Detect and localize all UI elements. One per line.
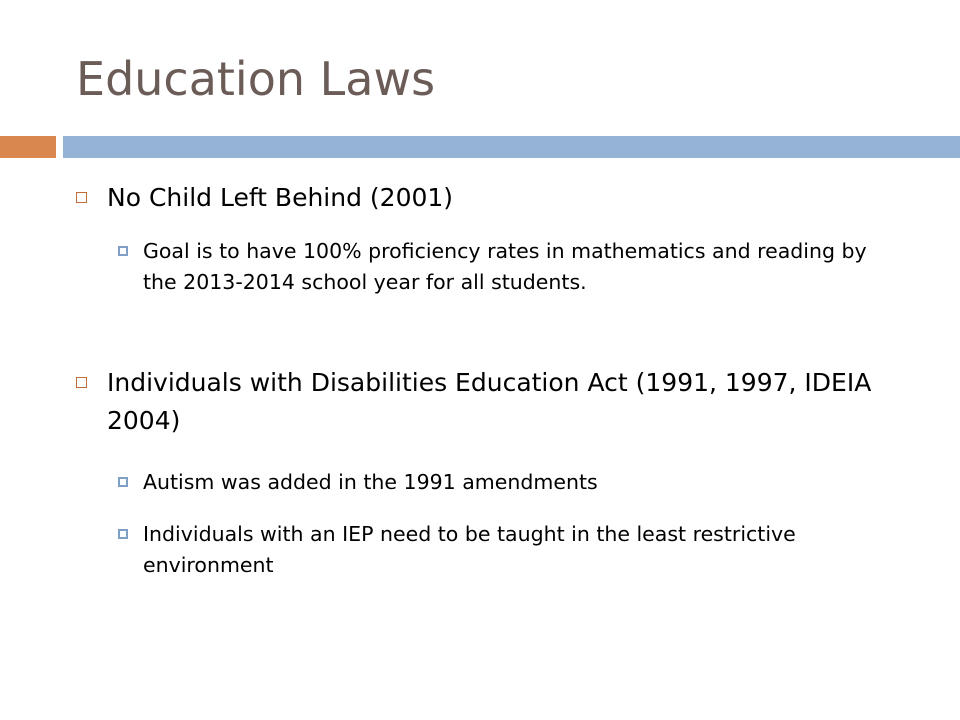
bullet-text: Individuals with Disabilities Education Act (1991, 1997, IDEIA 2004): [107, 368, 872, 435]
sub-bullet-iep: [143, 519, 873, 581]
sub-bullet-proficiency-goal: [143, 236, 873, 298]
square-outline-icon: [76, 377, 87, 388]
sub-bullet-text: Autism was added in the 1991 amendments: [143, 470, 598, 494]
sub-bullet-text: Goal is to have 100% proficiency rates in mathematics and reading by the 2013-2014 school year for all students.: [143, 239, 867, 294]
sub-bullet-text: Individuals with an IEP need to be taught in the least restrictive environment: [143, 522, 796, 577]
square-filled-icon: [118, 246, 128, 256]
bullet-no-child-left-behind: [107, 179, 907, 217]
bullet-idea: [107, 364, 907, 440]
bullet-text: No Child Left Behind (2001): [107, 183, 454, 212]
square-outline-icon: [76, 192, 87, 203]
square-filled-icon: [118, 477, 128, 487]
square-filled-icon: [118, 529, 128, 539]
sub-bullet-autism: [143, 467, 873, 498]
slide-title: Education Laws: [76, 52, 436, 106]
